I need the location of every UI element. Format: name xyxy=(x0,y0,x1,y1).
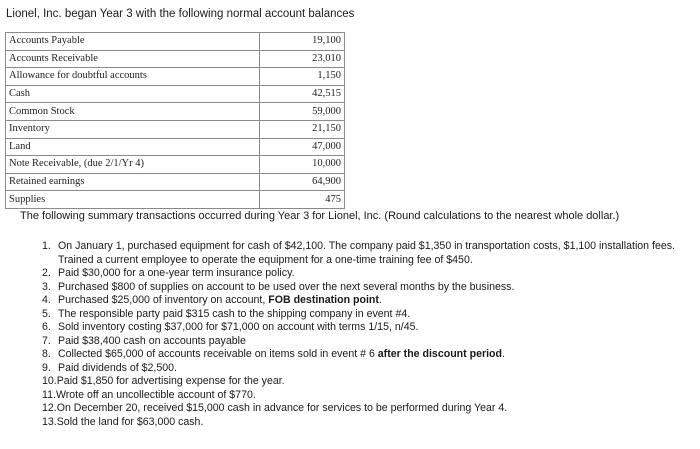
list-item xyxy=(42,348,692,362)
item-text: Sold the land for $63,000 cash. xyxy=(56,415,204,428)
account-amount: 23,010 xyxy=(260,50,345,68)
account-amount: 59,000 xyxy=(260,103,345,121)
item-text: Paid $30,000 for a one-year term insurance policy. xyxy=(58,267,295,279)
item-number: 4. xyxy=(42,294,51,306)
item-number: 2. xyxy=(42,267,51,279)
item-number: 3. xyxy=(42,280,51,293)
account-name: Allowance for doubtful accounts xyxy=(6,68,260,86)
list-item xyxy=(42,416,692,430)
item-text-part: Collected $65,000 of accounts receivable on items sold in event # 6 xyxy=(58,348,378,360)
account-amount: 21,150 xyxy=(260,120,345,138)
intro-text: Lionel, Inc. began Year 3 with the following normal account balances xyxy=(6,8,355,20)
item-number: 10. xyxy=(42,375,57,387)
item-number: 8. xyxy=(42,348,51,360)
transaction-list xyxy=(42,240,692,429)
table-row xyxy=(6,191,345,209)
transactions-intro: The following summary transactions occurred during Year 3 for Lionel, Inc. (Round calculations to the nearest whole dollar.) xyxy=(20,210,620,222)
item-number: 9. xyxy=(42,361,51,374)
account-amount: 19,100 xyxy=(260,33,345,51)
item-number: 5. xyxy=(42,307,51,320)
account-name: Accounts Payable xyxy=(6,33,260,51)
table-row xyxy=(6,50,345,68)
item-text: Paid dividends of $2,500. xyxy=(58,361,177,374)
item-text-part: Purchased $25,000 of inventory on account, xyxy=(58,294,269,306)
item-text xyxy=(58,348,692,362)
item-text: Purchased $800 of supplies on account to be used over the next several months by the business. xyxy=(58,280,515,293)
account-amount: 42,515 xyxy=(260,85,345,103)
item-number: 12. xyxy=(42,402,57,414)
table-row xyxy=(6,173,345,191)
list-item xyxy=(42,402,692,416)
item-text-part: . xyxy=(501,348,505,360)
account-name: Retained earnings xyxy=(6,173,260,191)
account-name: Common Stock xyxy=(6,103,260,121)
item-number: 11. xyxy=(42,388,56,401)
item-text: Paid $1,850 for advertising expense for the year. xyxy=(56,375,285,387)
account-name: Cash xyxy=(6,85,260,103)
item-number: 1. xyxy=(42,240,51,252)
table-row xyxy=(6,103,345,121)
account-amount: 10,000 xyxy=(260,156,345,174)
list-item xyxy=(42,308,692,322)
item-text-emphasis: FOB destination point xyxy=(268,294,379,306)
list-item xyxy=(42,335,692,349)
table-row xyxy=(6,68,345,86)
item-text: Wrote off an uncollectible account of $770. xyxy=(55,388,256,401)
item-text: On December 20, received $15,000 cash in advance for services to be performed during Year 4. xyxy=(56,402,508,414)
table-row xyxy=(6,138,345,156)
list-item xyxy=(42,321,692,335)
list-item xyxy=(42,281,692,295)
item-number: 6. xyxy=(42,321,51,333)
item-text: The responsible party paid $315 cash to the shipping company in event #4. xyxy=(58,307,411,320)
item-text-part: . xyxy=(378,294,382,306)
list-item xyxy=(42,375,692,389)
table-row xyxy=(6,85,345,103)
list-item xyxy=(42,240,692,267)
account-amount: 475 xyxy=(260,191,345,209)
list-item xyxy=(42,267,692,281)
account-name: Accounts Receivable xyxy=(6,50,260,68)
item-text-emphasis: after the discount period xyxy=(377,348,502,360)
item-number: 13. xyxy=(42,415,57,428)
account-balances-table xyxy=(5,32,345,209)
table-row xyxy=(6,156,345,174)
account-name: Note Receivable, (due 2/1/Yr 4) xyxy=(6,156,260,174)
item-text xyxy=(58,294,692,308)
table-row xyxy=(6,33,345,51)
item-text: On January 1, purchased equipment for cash of $42,100. The company paid $1,350 in transportation costs, $1,100 installation fees. Trained a current employee to operate the equipment for a one-time training fee of $450. xyxy=(58,240,675,266)
account-name: Inventory xyxy=(6,120,260,138)
table-row xyxy=(6,120,345,138)
item-number: 7. xyxy=(42,334,51,347)
item-text: Sold inventory costing $37,000 for $71,000 on account with terms 1/15, n/45. xyxy=(58,321,419,333)
list-item xyxy=(42,389,692,403)
account-amount: 1,150 xyxy=(260,68,345,86)
item-text: Paid $38,400 cash on accounts payable xyxy=(58,334,246,347)
account-amount: 64,900 xyxy=(260,173,345,191)
account-amount: 47,000 xyxy=(260,138,345,156)
account-name: Supplies xyxy=(6,191,260,209)
list-item xyxy=(42,294,692,308)
list-item xyxy=(42,362,692,376)
account-name: Land xyxy=(6,138,260,156)
